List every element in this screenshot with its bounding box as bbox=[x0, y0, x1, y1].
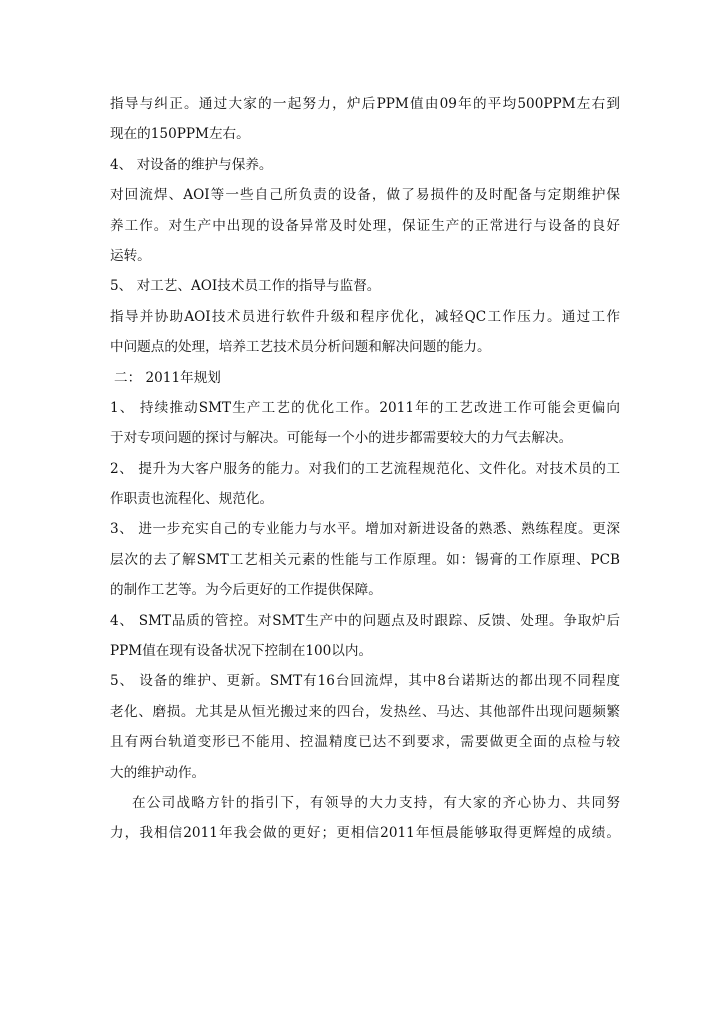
paragraph-line: 大的维护动作。 bbox=[110, 764, 206, 781]
paragraph-line: 老化、磨损。尤其是从恒光搬过来的四台，发热丝、马达、其他部件出现问题频繁 bbox=[110, 703, 620, 720]
paragraph-line: 对回流焊、AOI等一些自己所负责的设备，做了易损件的及时配备与定期维护保 bbox=[110, 187, 620, 204]
paragraph-line: 中问题点的处理，培养工艺技术员分析问题和解决问题的能力。 bbox=[110, 339, 491, 356]
paragraph-line: 5、 设备的维护、更新。SMT有16台回流焊，其中8台诺斯达的都出现不同程度 bbox=[110, 673, 620, 690]
paragraph-line: 3、 进一步充实自己的专业能力与水平。增加对新进设备的熟悉、熟练程度。更深 bbox=[110, 521, 620, 538]
paragraph-line: 指导并协助AOI技术员进行软件升级和程序优化，减轻QC工作压力。通过工作 bbox=[110, 308, 620, 325]
paragraph-line: 层次的去了解SMT工艺相关元素的性能与工作原理。如：锡膏的工作原理、PCB bbox=[110, 551, 620, 568]
document-body bbox=[110, 89, 620, 849]
paragraph-line: 的制作工艺等。为今后更好的工作提供保障。 bbox=[110, 582, 382, 599]
paragraph-line: 养工作。对生产中出现的设备异常及时处理，保证生产的正常进行与设备的良好 bbox=[110, 217, 620, 234]
paragraph-line: 现在的150PPM左右。 bbox=[110, 126, 250, 143]
paragraph-line: 1、 持续推动SMT生产工艺的优化工作。2011年的工艺改进工作可能会更偏向 bbox=[110, 399, 620, 416]
paragraph-line: 于对专项问题的探讨与解决。可能每一个小的进步都需要较大的力气去解决。 bbox=[110, 430, 573, 447]
paragraph-line: 4、 SMT品质的管控。对SMT生产中的问题点及时跟踪、反馈、处理。争取炉后 bbox=[110, 612, 620, 629]
paragraph-line: 作职责也流程化、规范化。 bbox=[110, 491, 274, 508]
paragraph-line: 2、 提升为大客户服务的能力。对我们的工艺流程规范化、文件化。对技术员的工 bbox=[110, 460, 620, 477]
closing-paragraph-line: 力，我相信2011年我会做的更好；更相信2011年恒晨能够取得更辉煌的成绩。 bbox=[110, 825, 620, 842]
section-heading: 二： 2011年规划 bbox=[114, 369, 221, 386]
item-heading: 4、 对设备的维护与保养。 bbox=[110, 156, 273, 173]
paragraph-line: PPM值在现有设备状况下控制在100以内。 bbox=[110, 643, 373, 660]
paragraph-line: 指导与纠正。通过大家的一起努力，炉后PPM值由09年的平均500PPM左右到 bbox=[110, 96, 620, 112]
paragraph-line: 且有两台轨道变形已不能用、控温精度已达不到要求，需要做更全面的点检与较 bbox=[110, 734, 620, 751]
closing-paragraph-line: 在公司战略方针的指引下，有领导的大力支持，有大家的齐心协力、共同努 bbox=[132, 794, 620, 811]
paragraph-line: 运转。 bbox=[110, 247, 151, 264]
item-heading: 5、 对工艺、AOI技术员工作的指导与监督。 bbox=[110, 278, 381, 295]
